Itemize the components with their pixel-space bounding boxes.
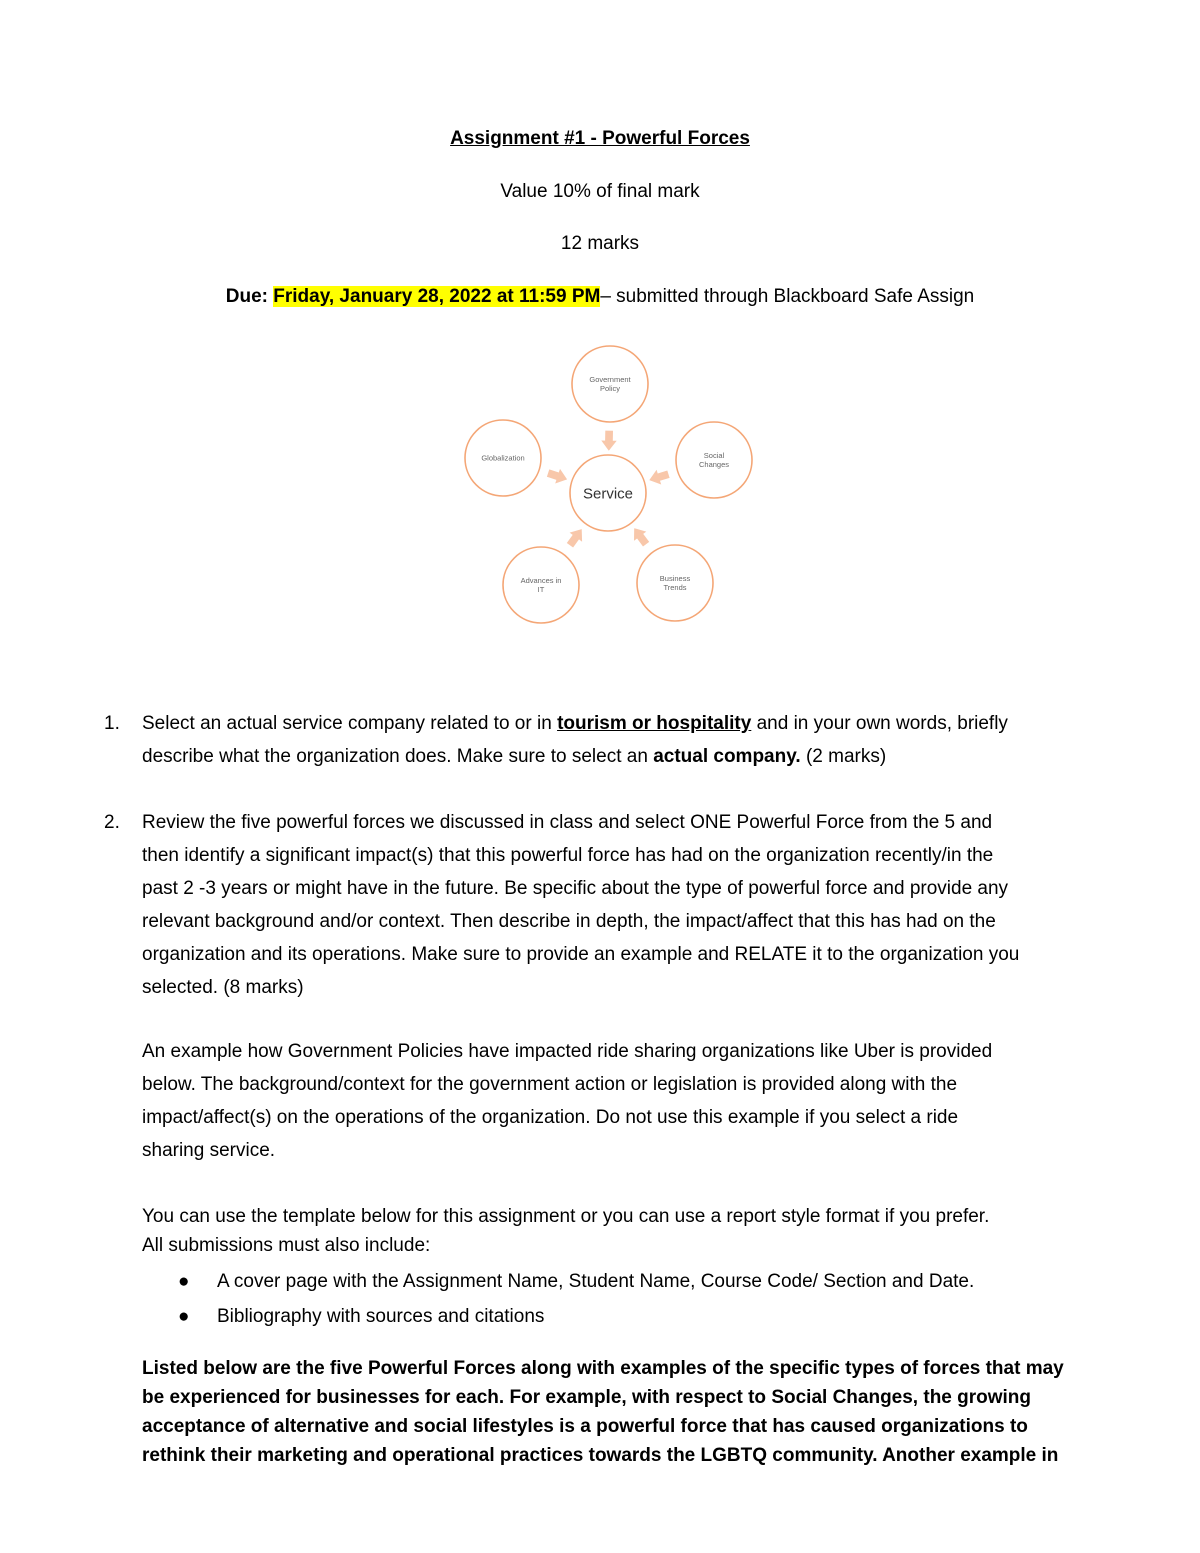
marks-line: 12 marks	[560, 233, 640, 254]
question-2-line: organization and its operations. Make sure to provide an example and RELATE it to the organization you	[142, 944, 1020, 965]
diagram-node	[676, 422, 752, 498]
diagram-node	[465, 420, 541, 496]
template-paragraph	[142, 1202, 1142, 1260]
diagram-node	[503, 547, 579, 623]
value-line: Value 10% of final mark	[500, 181, 700, 202]
bullet-text: A cover page with the Assignment Name, Student Name, Course Code/ Section and Date.	[217, 1271, 975, 1292]
question-1-line-2: describe what the organization does. Make sure to select an actual company. (2 marks)	[142, 746, 887, 767]
powerful-forces-paragraph	[142, 1354, 1142, 1470]
arrow-icon	[634, 528, 649, 546]
paragraph-line: rethink their marketing and operational practices towards the LGBTQ community. Another example in	[142, 1445, 1059, 1466]
diagram-node	[637, 545, 713, 621]
arrow-icon	[649, 470, 669, 485]
diagram-node-label: Business	[659, 574, 691, 584]
diagram-node-label: Policy	[599, 384, 621, 394]
question-1-line-1: Select an actual service company related to or in tourism or hospitality and in your own words, briefly	[142, 713, 1008, 734]
bullet-icon: ●	[178, 1271, 190, 1292]
diagram-node-label: Globalization	[481, 453, 525, 463]
example-paragraph	[142, 1035, 1142, 1167]
arrow-icon	[547, 469, 567, 484]
diagram-node-label: Social	[703, 451, 725, 461]
tourism-hospitality-emphasis: tourism or hospitality	[557, 713, 752, 734]
paragraph-line: be experienced for businesses for each. For example, with respect to Social Changes, the growing	[142, 1387, 1032, 1408]
due-date-highlight: Friday, January 28, 2022 at 11:59 PM	[273, 286, 601, 307]
diagram-node-label: IT	[537, 585, 545, 595]
paragraph-line: acceptance of alternative and social lifestyles is a powerful force that has caused organizations to	[142, 1416, 1028, 1437]
diagram-center-node-label: Service	[582, 485, 634, 503]
bullet-icon: ●	[178, 1306, 190, 1327]
due-label: Due:	[225, 286, 268, 307]
arrow-icon	[601, 431, 616, 451]
paragraph-line: Listed below are the five Powerful Forces along with examples of the specific types of forces that may	[142, 1358, 1064, 1379]
question-1-number: 1.	[104, 713, 120, 734]
arrow-icon	[567, 529, 582, 547]
diagram-node-label: Trends	[663, 583, 687, 593]
diagram-node	[572, 346, 648, 422]
question-2-line: selected. (8 marks)	[142, 977, 304, 998]
paragraph-line: impact/affect(s) on the operations of the organization. Do not use this example if you select a ride	[142, 1107, 959, 1128]
diagram-node-label: Advances in	[520, 576, 562, 586]
due-suffix: – submitted through Blackboard Safe Assign	[600, 286, 975, 307]
question-2-number: 2.	[104, 812, 120, 833]
paragraph-line: An example how Government Policies have impacted ride sharing organizations like Uber is provided	[142, 1041, 993, 1062]
paragraph-line: below. The background/context for the government action or legislation is provided along with the	[142, 1074, 958, 1095]
bullet-text: Bibliography with sources and citations	[217, 1306, 545, 1327]
actual-company-emphasis: actual company.	[653, 746, 801, 767]
question-2-line: Review the five powerful forces we discussed in class and select ONE Powerful Force from the 5 and	[142, 812, 993, 833]
question-2-line: relevant background and/or context. Then describe in depth, the impact/affect that this has had on the	[142, 911, 996, 932]
due-line	[0, 284, 1200, 310]
diagram-node-label: Changes	[698, 460, 730, 470]
diagram-node-label: Government	[589, 375, 631, 385]
paragraph-line: sharing service.	[142, 1140, 276, 1161]
question-2-line: then identify a significant impact(s) that this powerful force has had on the organization recently/in the	[142, 845, 994, 866]
powerful-forces-diagram	[455, 340, 760, 625]
question-2-line: past 2 -3 years or might have in the future. Be specific about the type of powerful force and provide any	[142, 878, 1009, 899]
assignment-title: Assignment #1 - Powerful Forces	[450, 128, 750, 149]
diagram-center-node	[570, 455, 646, 531]
paragraph-line: You can use the template below for this assignment or you can use a report style format if you prefer.	[142, 1206, 990, 1227]
paragraph-line: All submissions must also include:	[142, 1235, 431, 1256]
